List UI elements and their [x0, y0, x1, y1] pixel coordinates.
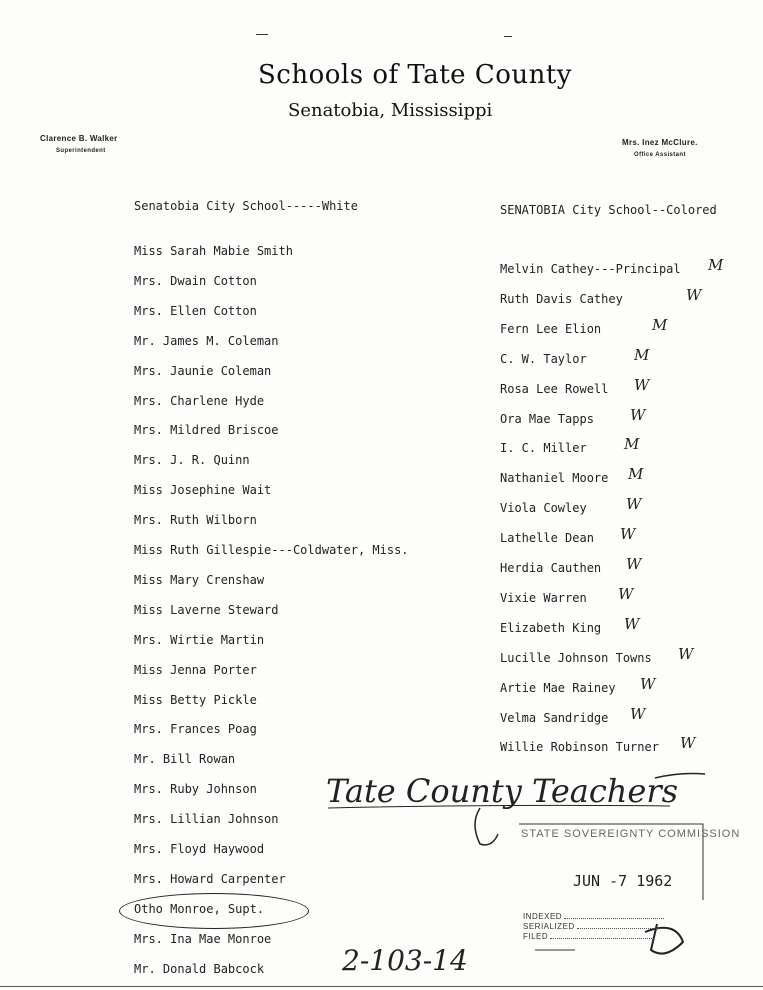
- colored-teacher-item: Lathelle Dean: [500, 531, 594, 545]
- white-teacher-item: Miss Laverne Steward: [134, 603, 279, 617]
- handwritten-mark: W: [626, 555, 642, 573]
- white-teacher-item: Mrs. Ruby Johnson: [134, 782, 257, 796]
- handwritten-mark: W: [630, 705, 646, 723]
- stamp-serialized: [523, 922, 661, 931]
- colored-teacher-item: Fern Lee Elion: [500, 322, 602, 336]
- colored-teacher-item: Viola Cowley: [500, 501, 587, 515]
- colored-school-heading: SENATOBIA City School--Colored: [500, 203, 717, 217]
- white-teacher-item: Mrs. Lillian Johnson: [134, 812, 279, 826]
- stamp-indexed: [523, 912, 664, 921]
- handwritten-mark: W: [680, 734, 696, 752]
- colored-teacher-item: Ora Mae Tapps: [500, 412, 594, 426]
- stamp-date: JUN -7 1962: [573, 872, 673, 890]
- scan-mark: [256, 34, 268, 35]
- commission-stamp: [515, 820, 741, 960]
- colored-teacher-item: C. W. Taylor: [500, 352, 587, 366]
- handwritten-mark: W: [686, 286, 702, 304]
- scan-mark: [504, 36, 512, 37]
- white-teacher-item: Miss Mary Crenshaw: [134, 573, 265, 587]
- colored-teacher-item: Melvin Cathey---Principal: [500, 262, 681, 276]
- letterhead-subtitle: Senatobia, Mississippi: [288, 100, 493, 121]
- handwritten-mark: W: [624, 615, 640, 633]
- white-school-heading: Senatobia City School-----White: [134, 199, 358, 213]
- colored-teacher-item: Lucille Johnson Towns: [500, 651, 652, 665]
- white-teacher-item: Miss Jenna Porter: [134, 663, 257, 677]
- white-teacher-item: Mrs. Floyd Haywood: [134, 842, 265, 856]
- stamp-serialized-line: [577, 928, 661, 929]
- colored-teacher-item: Artie Mae Rainey: [500, 681, 616, 695]
- colored-teacher-item: Velma Sandridge: [500, 711, 609, 725]
- assistant-name: Mrs. Inez McClure.: [622, 138, 698, 147]
- white-teacher-item: Mrs. Frances Poag: [134, 722, 257, 736]
- white-teacher-item: Mrs. Ellen Cotton: [134, 304, 257, 318]
- white-teacher-item: Mrs. Jaunie Coleman: [134, 364, 272, 378]
- white-teacher-item: Mr. Donald Babcock: [134, 962, 265, 976]
- handwritten-mark: W: [634, 376, 650, 394]
- stamp-filed-line: [550, 938, 654, 939]
- colored-teacher-item: I. C. Miller: [500, 441, 587, 455]
- white-teacher-item: Miss Sarah Mabie Smith: [134, 244, 293, 258]
- white-teacher-item: Miss Josephine Wait: [134, 483, 272, 497]
- white-teacher-item: Mrs. J. R. Quinn: [134, 453, 250, 467]
- white-teacher-item: Mrs. Wirtie Martin: [134, 633, 265, 647]
- white-teacher-item: Mrs. Ina Mae Monroe: [134, 932, 272, 946]
- handwritten-mark: M: [628, 465, 644, 483]
- stamp-indexed-label: INDEXED: [523, 912, 563, 921]
- white-teacher-item: Otho Monroe, Supt.: [134, 902, 265, 916]
- colored-teacher-item: Nathaniel Moore: [500, 471, 609, 485]
- handwritten-mark: W: [618, 585, 634, 603]
- white-teacher-item: Mrs. Mildred Briscoe: [134, 423, 279, 437]
- bottom-rule: [0, 986, 763, 987]
- white-teacher-item: Mrs. Howard Carpenter: [134, 872, 286, 886]
- colored-teacher-item: Vixie Warren: [500, 591, 587, 605]
- white-teacher-item: Miss Ruth Gillespie---Coldwater, Miss.: [134, 543, 409, 557]
- white-teacher-item: Mrs. Charlene Hyde: [134, 394, 265, 408]
- stamp-filed: [523, 932, 654, 941]
- handwritten-mark: M: [624, 435, 640, 453]
- handwritten-mark: M: [708, 256, 724, 274]
- handwritten-mark: W: [626, 495, 642, 513]
- letterhead-title: Schools of Tate County: [258, 60, 572, 90]
- colored-teacher-item: Herdia Cauthen: [500, 561, 602, 575]
- superintendent-name: Clarence B. Walker: [40, 134, 118, 143]
- colored-teacher-item: Willie Robinson Turner: [500, 740, 659, 754]
- stamp-indexed-line: [564, 918, 664, 919]
- handwritten-mark: M: [652, 316, 668, 334]
- superintendent-role: Superintendent: [56, 148, 106, 154]
- white-teacher-item: Miss Betty Pickle: [134, 693, 257, 707]
- stamp-title: STATE SOVEREIGNTY COMMISSION: [521, 828, 741, 840]
- handwritten-mark: W: [678, 645, 694, 663]
- colored-teacher-item: Rosa Lee Rowell: [500, 382, 609, 396]
- colored-teacher-item: Ruth Davis Cathey: [500, 292, 623, 306]
- white-teacher-item: Mrs. Dwain Cotton: [134, 274, 257, 288]
- handwritten-mark: W: [620, 525, 636, 543]
- handwritten-title: Tate County Teachers: [326, 772, 679, 810]
- white-teacher-item: Mr. Bill Rowan: [134, 752, 236, 766]
- assistant-role: Office Assistant: [634, 152, 686, 158]
- white-teacher-item: Mrs. Ruth Wilborn: [134, 513, 257, 527]
- white-teacher-item: Mr. James M. Coleman: [134, 334, 279, 348]
- stamp-serialized-label: SERIALIZED: [523, 922, 575, 931]
- handwritten-mark: W: [640, 675, 656, 693]
- handwritten-mark: W: [630, 406, 646, 424]
- file-number: 2-103-14: [342, 944, 468, 977]
- stamp-filed-label: FILED: [523, 932, 549, 941]
- circled-superintendent: [119, 893, 309, 929]
- colored-teacher-item: Elizabeth King: [500, 621, 602, 635]
- handwritten-mark: M: [634, 346, 650, 364]
